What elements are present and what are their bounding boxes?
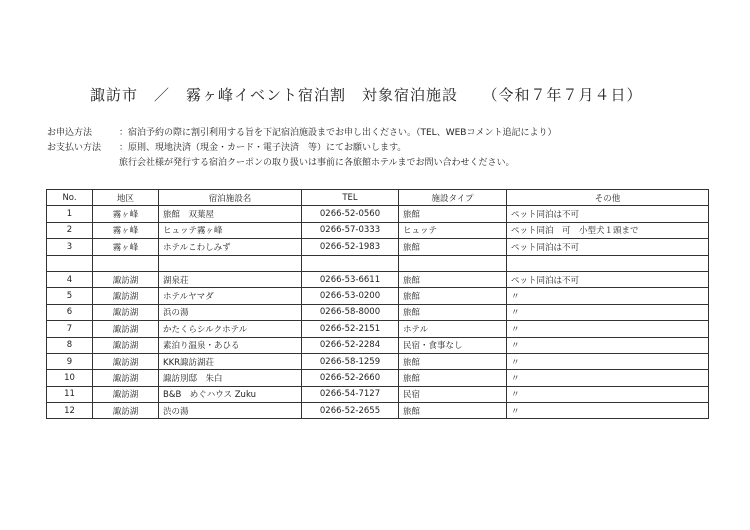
cell-tel: 0266-53-6611 (302, 271, 399, 287)
table-row (47, 222, 709, 238)
cell-other (507, 255, 709, 271)
cell-name: 素泊り温泉・あひる (159, 337, 302, 353)
cell-other: ペット同泊は不可 (507, 271, 709, 287)
cell-tel (302, 255, 399, 271)
cell-area: 諏訪湖 (93, 386, 159, 402)
table-row (47, 353, 709, 369)
header-tel: TEL (302, 190, 399, 206)
cell-other: 〃 (507, 288, 709, 304)
cell-other: 〃 (507, 370, 709, 386)
cell-tel: 0266-52-2284 (302, 337, 399, 353)
facility-table (46, 189, 709, 419)
cell-name: 諏訪別邸 朱白 (159, 370, 302, 386)
cell-other: 〃 (507, 337, 709, 353)
cell-other: ペット同泊は不可 (507, 206, 709, 222)
note-coupon (47, 156, 556, 171)
cell-name: 浜の湯 (159, 304, 302, 320)
note-application (47, 126, 556, 141)
cell-area: 諏訪湖 (93, 337, 159, 353)
cell-type: ヒュッテ (399, 222, 507, 238)
cell-name: 湖泉荘 (159, 271, 302, 287)
cell-tel: 0266-57-0333 (302, 222, 399, 238)
cell-other: 〃 (507, 304, 709, 320)
cell-other: 〃 (507, 386, 709, 402)
cell-no: 12 (47, 403, 93, 419)
cell-name: B&B めぐハウス Zuku (159, 386, 302, 402)
cell-no: 4 (47, 271, 93, 287)
cell-area: 諏訪湖 (93, 304, 159, 320)
cell-other: 〃 (507, 321, 709, 337)
cell-type: 旅館 (399, 271, 507, 287)
cell-name: ホテルヤマダ (159, 288, 302, 304)
cell-other: ペット同泊は不可 (507, 239, 709, 255)
cell-tel: 0266-58-1259 (302, 353, 399, 369)
note-payment (47, 141, 556, 156)
cell-type: 旅館 (399, 353, 507, 369)
cell-area: 諏訪湖 (93, 370, 159, 386)
cell-no: 3 (47, 239, 93, 255)
cell-tel: 0266-52-2660 (302, 370, 399, 386)
cell-no: 1 (47, 206, 93, 222)
note-text: ：宿泊予約の際に割引利用する旨を下記宿泊施設までお申し出ください。（TEL、WEBコメント追記により） (119, 128, 557, 138)
note-label: お支払い方法 (47, 143, 102, 153)
header-no: No. (47, 190, 93, 206)
cell-other: 〃 (507, 403, 709, 419)
table-row (47, 304, 709, 320)
cell-tel: 0266-52-0560 (302, 206, 399, 222)
cell-area (93, 255, 159, 271)
cell-other: ペット同泊 可 小型犬１頭まで (507, 222, 709, 238)
notes-section (47, 126, 556, 171)
page-title: 諏訪市 ／ 霧ヶ峰イベント宿泊割 対象宿泊施設 （令和７年７月４日） (90, 86, 643, 104)
table-row (47, 255, 709, 271)
cell-area: 諏訪湖 (93, 271, 159, 287)
cell-type: 民宿 (399, 386, 507, 402)
table-row (47, 321, 709, 337)
cell-area: 霧ヶ峰 (93, 222, 159, 238)
table-header-row (47, 190, 709, 206)
cell-name: ホテルこわしみず (159, 239, 302, 255)
cell-type: 旅館 (399, 403, 507, 419)
cell-name: 旅館 双葉屋 (159, 206, 302, 222)
cell-type: 旅館 (399, 239, 507, 255)
cell-type: 民宿・食事なし (399, 337, 507, 353)
cell-tel: 0266-53-0200 (302, 288, 399, 304)
table-row (47, 206, 709, 222)
cell-tel: 0266-52-1983 (302, 239, 399, 255)
note-label: お申込方法 (47, 128, 93, 138)
header-other: その他 (507, 190, 709, 206)
cell-type: 旅館 (399, 370, 507, 386)
cell-no: 7 (47, 321, 93, 337)
cell-no: 8 (47, 337, 93, 353)
header-type: 施設タイプ (399, 190, 507, 206)
cell-no: 11 (47, 386, 93, 402)
cell-no: 5 (47, 288, 93, 304)
cell-name: KKR諏訪湖荘 (159, 353, 302, 369)
cell-no: 2 (47, 222, 93, 238)
table-row (47, 239, 709, 255)
cell-no (47, 255, 93, 271)
header-name: 宿泊施設名 (159, 190, 302, 206)
table-row (47, 386, 709, 402)
cell-type: 旅館 (399, 304, 507, 320)
cell-name: かたくらシルクホテル (159, 321, 302, 337)
cell-type (399, 255, 507, 271)
table-row (47, 403, 709, 419)
cell-name: 渋の湯 (159, 403, 302, 419)
cell-tel: 0266-58-8000 (302, 304, 399, 320)
header-area: 地区 (93, 190, 159, 206)
cell-area: 霧ヶ峰 (93, 206, 159, 222)
cell-tel: 0266-54-7127 (302, 386, 399, 402)
table-row (47, 271, 709, 287)
cell-area: 諏訪湖 (93, 403, 159, 419)
cell-area: 諏訪湖 (93, 288, 159, 304)
cell-type: 旅館 (399, 288, 507, 304)
note-text: 旅行会社様が発行する宿泊クーポンの取り扱いは事前に各旅館ホテルまでお問い合わせください。 (119, 158, 515, 168)
table-row (47, 337, 709, 353)
cell-other: 〃 (507, 353, 709, 369)
cell-name (159, 255, 302, 271)
cell-name: ヒュッテ霧ヶ峰 (159, 222, 302, 238)
cell-no: 6 (47, 304, 93, 320)
cell-tel: 0266-52-2655 (302, 403, 399, 419)
cell-area: 霧ヶ峰 (93, 239, 159, 255)
cell-type: 旅館 (399, 206, 507, 222)
cell-tel: 0266-52-2151 (302, 321, 399, 337)
cell-area: 諏訪湖 (93, 321, 159, 337)
cell-type: ホテル (399, 321, 507, 337)
note-text: ：原則、現地決済（現金・カード・電子決済 等）にてお願いします。 (119, 143, 407, 153)
cell-no: 9 (47, 353, 93, 369)
cell-area: 諏訪湖 (93, 353, 159, 369)
table-row (47, 370, 709, 386)
cell-no: 10 (47, 370, 93, 386)
table-row (47, 288, 709, 304)
